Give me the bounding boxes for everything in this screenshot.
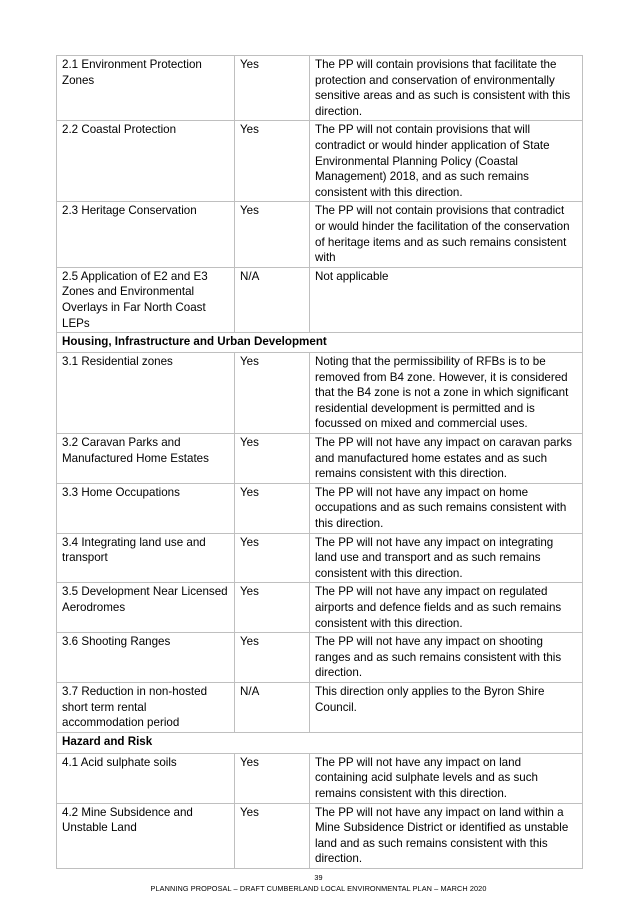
status-cell: Yes (235, 803, 310, 868)
table-row (57, 682, 583, 732)
direction-cell: 3.1 Residential zones (57, 353, 235, 434)
comment-cell: The PP will not have any impact on land within a Mine Subsidence District or identified as unstable land and as such remains consistent with this direction. (310, 803, 583, 868)
table-row (57, 803, 583, 868)
table-row (57, 56, 583, 121)
direction-cell: 3.6 Shooting Ranges (57, 633, 235, 683)
comment-cell: The PP will not contain provisions that contradict or would hinder the facilitation of the conservation of heritage items and as such remains consistent with (310, 202, 583, 267)
status-cell: Yes (235, 753, 310, 803)
direction-cell: 4.1 Acid sulphate soils (57, 753, 235, 803)
table-row (57, 583, 583, 633)
comment-cell: Not applicable (310, 267, 583, 332)
status-cell: N/A (235, 682, 310, 732)
status-cell: Yes (235, 533, 310, 583)
direction-cell: 4.2 Mine Subsidence and Unstable Land (57, 803, 235, 868)
table-row (57, 434, 583, 484)
comment-cell: The PP will contain provisions that facilitate the protection and conservation of environmentally sensitive areas and as such is consistent with this direction. (310, 56, 583, 121)
section-title: Hazard and Risk (57, 732, 583, 753)
section-header-row (57, 333, 583, 353)
direction-cell: 2.5 Application of E2 and E3 Zones and Environmental Overlays in Far North Coast LEPs (57, 267, 235, 332)
comment-cell: This direction only applies to the Byron Shire Council. (310, 682, 583, 732)
comment-cell: The PP will not have any impact on integrating land use and transport and as such remains consistent with this direction. (310, 533, 583, 583)
status-cell: Yes (235, 583, 310, 633)
direction-cell: 3.7 Reduction in non-hosted short term rental accommodation period (57, 682, 235, 732)
status-cell: Yes (235, 353, 310, 434)
comment-cell: The PP will not have any impact on home occupations and as such remains consistent with this direction. (310, 483, 583, 533)
directions-table-body (57, 56, 583, 869)
status-cell: Yes (235, 434, 310, 484)
page-footer-text: PLANNING PROPOSAL – DRAFT CUMBERLAND LOCAL ENVIRONMENTAL PLAN – MARCH 2020 (150, 884, 487, 893)
status-cell: N/A (235, 267, 310, 332)
direction-cell: 3.3 Home Occupations (57, 483, 235, 533)
status-cell: Yes (235, 483, 310, 533)
direction-cell: 2.3 Heritage Conservation (57, 202, 235, 267)
section-title: Housing, Infrastructure and Urban Development (57, 333, 583, 353)
comment-cell: The PP will not have any impact on shooting ranges and as such remains consistent with this direction. (310, 633, 583, 683)
table-row (57, 533, 583, 583)
table-row (57, 267, 583, 332)
direction-cell: 3.2 Caravan Parks and Manufactured Home Estates (57, 434, 235, 484)
table-row (57, 121, 583, 202)
table-row (57, 483, 583, 533)
direction-cell: 2.1 Environment Protection Zones (57, 56, 235, 121)
direction-cell: 2.2 Coastal Protection (57, 121, 235, 202)
comment-cell: The PP will not contain provisions that will contradict or would hinder application of State Environmental Planning Policy (Coastal Management) 2018, and as such remains consistent with this direction. (310, 121, 583, 202)
status-cell: Yes (235, 633, 310, 683)
direction-cell: 3.5 Development Near Licensed Aerodromes (57, 583, 235, 633)
table-row (57, 353, 583, 434)
section-header-row (57, 732, 583, 753)
directions-table (56, 55, 583, 869)
table-row (57, 202, 583, 267)
comment-cell: The PP will not have any impact on caravan parks and manufactured home estates and as such remains consistent with this direction. (310, 434, 583, 484)
status-cell: Yes (235, 121, 310, 202)
status-cell: Yes (235, 56, 310, 121)
comment-cell: The PP will not have any impact on land containing acid sulphate levels and as such remains consistent with this direction. (310, 753, 583, 803)
status-cell: Yes (235, 202, 310, 267)
page-number: 39 (314, 873, 323, 882)
table-row (57, 753, 583, 803)
direction-cell: 3.4 Integrating land use and transport (57, 533, 235, 583)
comment-cell: Noting that the permissibility of RFBs is to be removed from B4 zone. However, it is considered that the B4 zone is not a zone in which significant residential development is permitted and is focussed on mixed and commercial uses. (310, 353, 583, 434)
comment-cell: The PP will not have any impact on regulated airports and defence fields and as such remains consistent with this direction. (310, 583, 583, 633)
table-row (57, 633, 583, 683)
